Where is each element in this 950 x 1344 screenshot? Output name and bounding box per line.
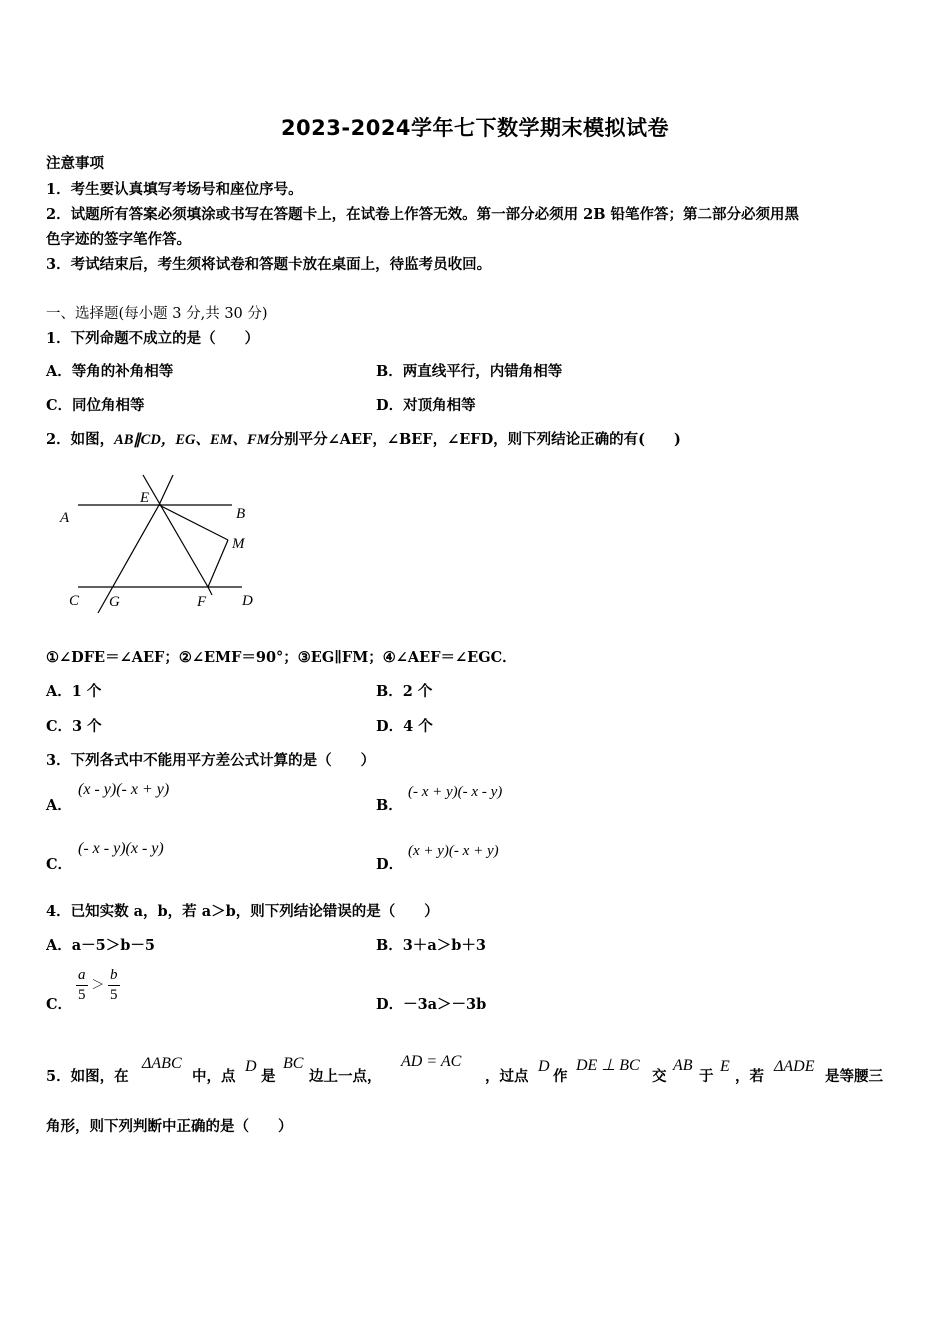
q5-p5: ，过点 <box>485 1068 529 1085</box>
line-eg-ext <box>159 475 173 505</box>
q5-m1: ΔABC <box>142 1055 182 1072</box>
line-ef-ext <box>208 587 212 595</box>
q4-option-a: A．a－5＞b－5 <box>46 937 155 954</box>
q4-fraction-1: $\frac{a}{5}$ <box>78 967 86 1003</box>
q5-p2: 中，点 <box>192 1068 236 1085</box>
notice-item-2: 2．试题所有答案必须填涂或书写在答题卡上，在试卷上作答无效。第一部分必须用 2B 铅笔作答；第二部分必须用黑 <box>46 206 800 223</box>
q2-number: 2．如图， <box>46 431 115 448</box>
q5-m7: AB <box>673 1057 693 1074</box>
q5-p9: ，若 <box>735 1068 764 1085</box>
line-ef <box>143 475 208 587</box>
q2-geometry-figure <box>52 470 262 618</box>
q5-m2: D <box>245 1058 257 1075</box>
q5-m4: AD = AC <box>401 1053 462 1070</box>
label-g: G <box>109 594 120 610</box>
notice-heading: 注意事项 <box>46 155 104 172</box>
q3-option-d-expr: (x + y)(- x + y) <box>408 843 499 859</box>
q1-option-d: D．对顶角相等 <box>376 397 476 414</box>
q3-option-c-expr: (- x - y)(x - y) <box>78 840 164 857</box>
q5-p3: 是 <box>261 1068 276 1085</box>
q5-m6: DE ⊥ BC <box>576 1057 640 1074</box>
line-em <box>159 505 228 540</box>
q4-option-d: D．－3a＞－3b <box>376 996 487 1013</box>
notice-item-3: 3．考试结束后，考生须将试卷和答题卡放在桌面上，待监考员收回。 <box>46 256 492 273</box>
q4-fraction-2: $\frac{b}{5}$ <box>110 967 118 1003</box>
q4-compare-sign: ＞ <box>91 976 105 992</box>
notice-item-1: 1．考生要认真填写考场号和座位序号。 <box>46 181 303 198</box>
q1-option-c: C．同位角相等 <box>46 397 145 414</box>
q2-stem <box>46 428 681 449</box>
q5-m3: BC <box>283 1055 304 1072</box>
q5-line2: 角形，则下列判断中正确的是（ ） <box>46 1118 293 1135</box>
q5-p4: 边上一点， <box>309 1068 382 1085</box>
q1-stem: 1．下列命题不成立的是（ ） <box>46 330 260 347</box>
q2-stem-rest: 分别平分∠AEF，∠BEF，∠EFD，则下列结论正确的有( ) <box>269 431 681 448</box>
label-a: A <box>60 510 70 526</box>
section-heading: 一、选择题(每小题 3 分,共 30 分) <box>46 306 268 322</box>
label-f: F <box>197 594 207 610</box>
label-d: D <box>242 593 253 609</box>
q3-option-a-expr: (x - y)(- x + y) <box>78 781 170 798</box>
q5-m8: E <box>720 1058 730 1075</box>
q5-p10: 是等腰三 <box>825 1068 883 1085</box>
q2-conclusions: ①∠DFE＝∠AEF；②∠EMF＝90°；③EG∥FM；④∠AEF＝∠EGC． <box>46 649 517 666</box>
page-title: 2023-2024学年七下数学期末模拟试卷 <box>280 116 670 140</box>
q3-option-d-label: D． <box>376 856 404 873</box>
q4-option-c-expr <box>76 966 120 1005</box>
q3-stem: 3．下列各式中不能用平方差公式计算的是（ ） <box>46 752 376 769</box>
q4-option-b: B．3＋a＞b＋3 <box>376 937 486 954</box>
q5-p1: 5．如图，在 <box>46 1068 129 1085</box>
q5-p7: 交 <box>652 1068 667 1085</box>
q3-option-a-label: A． <box>46 797 72 814</box>
q5-p8: 于 <box>699 1068 714 1085</box>
line-fm <box>208 540 228 587</box>
q2-stem-math: AB∥CD，EG、EM、FM <box>114 432 270 448</box>
label-c: C <box>69 593 80 609</box>
line-eg <box>98 505 159 613</box>
q1-option-a: A．等角的补角相等 <box>46 363 174 380</box>
label-b: B <box>236 506 246 522</box>
q5-m5: D <box>538 1058 550 1075</box>
q3-option-c-label: C． <box>46 856 73 873</box>
q2-option-c: C．3 个 <box>46 718 102 735</box>
q4-option-c-label: C． <box>46 996 73 1013</box>
q4-stem: 4．已知实数 a，b，若 a＞b，则下列结论错误的是（ ） <box>46 903 439 920</box>
q2-option-a: A．1 个 <box>46 683 102 700</box>
q3-option-b-label: B． <box>376 797 403 814</box>
q5-p6: 作 <box>553 1068 568 1085</box>
q3-option-b-expr: (- x + y)(- x - y) <box>408 784 503 800</box>
q1-option-b: B．两直线平行，内错角相等 <box>376 363 563 380</box>
notice-item-2-cont: 色字迹的签字笔作答。 <box>46 231 191 248</box>
label-e: E <box>140 490 150 506</box>
q2-option-b: B．2 个 <box>376 683 433 700</box>
label-m: M <box>232 536 245 552</box>
q5-m9: ΔADE <box>774 1058 815 1075</box>
q2-option-d: D．4 个 <box>376 718 433 735</box>
